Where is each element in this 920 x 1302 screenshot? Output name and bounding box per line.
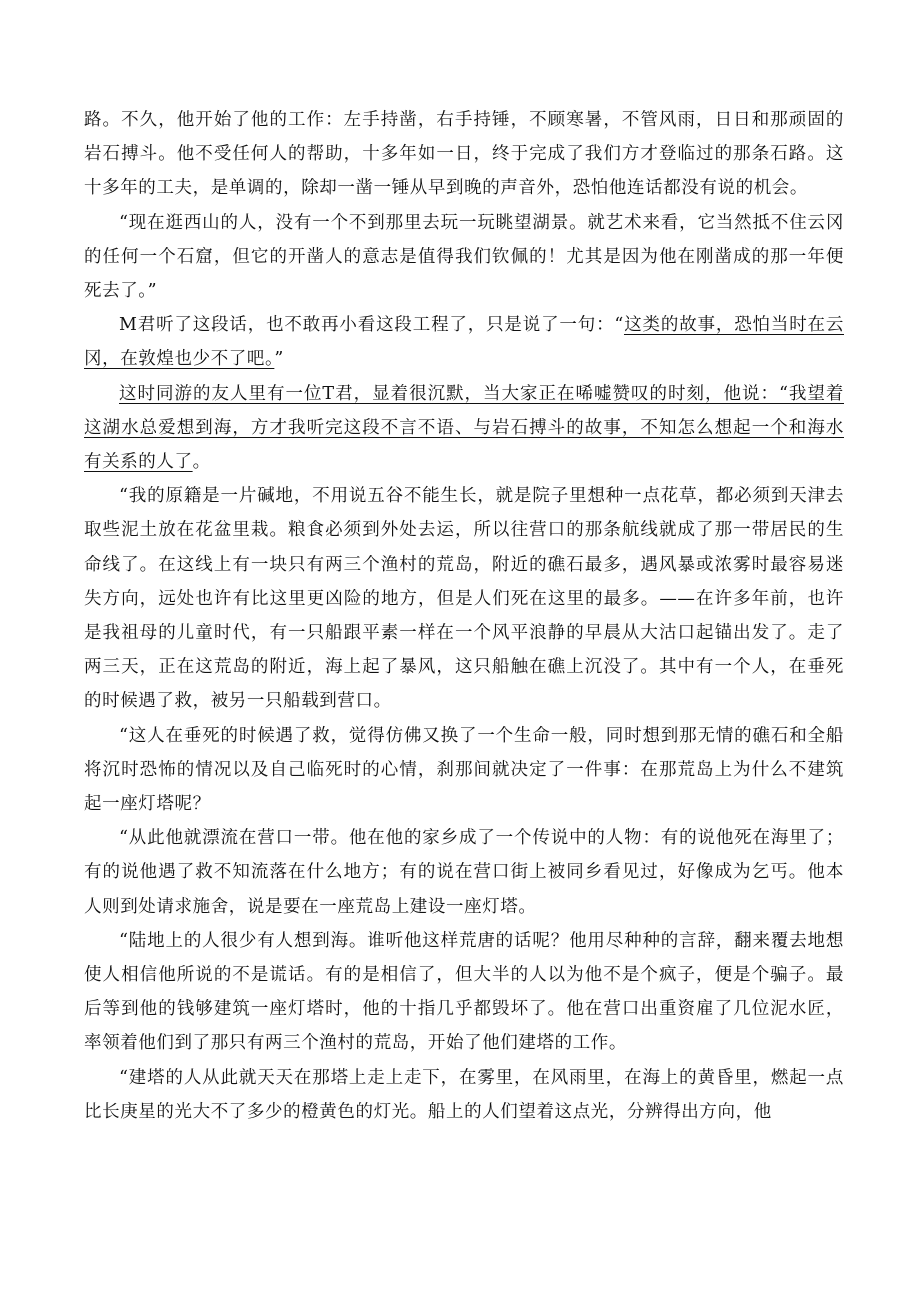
text-segment: 。 [192,452,211,473]
paragraph [84,1061,844,1129]
text-segment: “陆地上的人很少有人想到海。谁听他这样荒唐的话呢？他用尽种种的言辞，翻来覆去地想使人相信他所说的不是谎话。有的是相信了，但大半的人以为他不是个疯子，便是个骗子。最后等到他的钱够建筑一座灯塔时，他的十指几乎都毁坏了。他在营口出重资雇了几位泥水匠，率领着他们到了那只有两三个渔村的荒岛，开始了他们建塔的工作。 [84,930,844,1054]
text-segment: “这人在垂死的时候遇了救，觉得仿佛又换了一个生命一般，同时想到那无情的礁石和全船将沉时恐怖的情况以及自己临死时的心情，刹那间就决定了一件事：在那荒岛上为什么不建筑起一座灯塔呢？ [84,725,844,815]
underlined-text: 这类的故事，恐怕当时在云冈，在敦煌也少不了吧。 [84,315,844,370]
text-segment: “我的原籍是一片碱地，不用说五谷不能生长，就是院子里想种一点花草，都必须到天津去取些泥土放在花盆里栽。粮食必须到外处去运，所以往营口的那条航线就成了那一带居民的生命线了。在这线上有一块只有两三个渔村的荒岛，附近的礁石最多，遇风暴或浓雾时最容易迷失方向，远处也许有比这里更凶险的地方，但是人们死在这里的最多。——在许多年前，也许是我祖母的儿童时代，有一只船跟平素一样在一个风平浪静的早晨从大沽口起锚出发了。走了两三天，正在这荒岛的附近，海上起了暴风，这只船触在礁上沉没了。其中有一个人，在垂死的时候遇了救，被另一只船载到营口。 [84,486,844,712]
paragraph [84,206,844,309]
paragraph [84,479,844,718]
text-segment: ” [274,349,284,370]
paragraph [84,377,844,480]
paragraph [84,924,844,1061]
text-segment: “建塔的人从此就天天在那塔上走上走下，在雾里，在风雨里，在海上的黄昏里，燃起一点比长庚星的光大不了多少的橙黄色的灯光。船上的人们望着这点光，分辨得出方向，他 [84,1067,844,1122]
text-segment: 路。不久，他开始了他的工作：左手持凿，右手持锤，不顾寒暑，不管风雨，日日和那顽固的岩石搏斗。他不受任何人的帮助，十多年如一日，终于完成了我们方才登临过的那条石路。这十多年的工夫，是单调的，除却一凿一锤从早到晚的声音外，恐怕他连话都没有说的机会。 [84,110,844,199]
paragraph [84,103,844,206]
text-segment: “从此他就漂流在营口一带。他在他的家乡成了一个传说中的人物：有的说他死在海里了；有的说他遇了救不知流落在什么地方；有的说在营口街上被同乡看见过，好像成为乞丐。他本人则到处请求施舍，说是要在一座荒岛上建设一座灯塔。 [84,828,844,917]
article-body [84,103,844,1129]
paragraph [84,821,844,924]
underlined-text: 这时同游的友人里有一位T君，显着很沉默，当大家正在唏嘘赞叹的时刻，他说：“我望着这湖水总爱想到海，方才我听完这段不言不语、与岩石搏斗的故事，不知怎么想起一个和海水有关系的人了 [84,383,844,473]
text-segment: “现在逛西山的人，没有一个不到那里去玩一玩眺望湖景。就艺术来看，它当然抵不住云冈的任何一个石窟，但它的开凿人的意志是值得我们钦佩的！尤其是因为他在刚凿成的那一年便死去了。” [84,212,844,302]
paragraph [84,308,844,376]
paragraph [84,719,844,822]
text-segment: M君听了这段话，也不敢再小看这段工程了，只是说了一句：“ [119,315,624,336]
